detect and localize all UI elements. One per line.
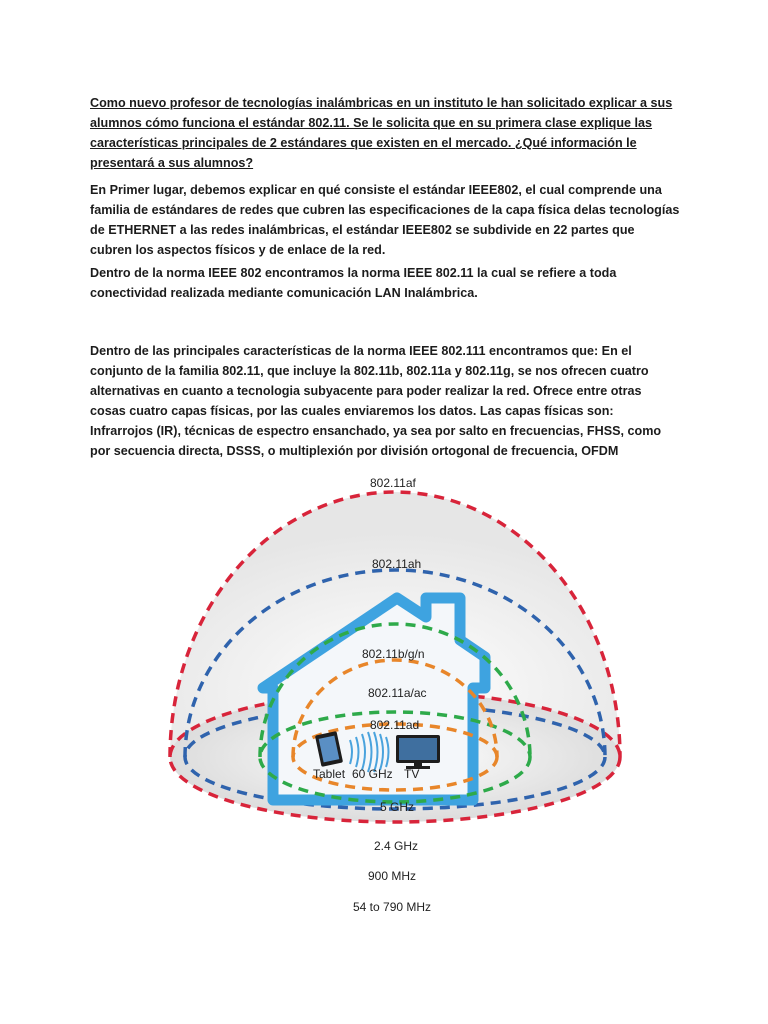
label-tablet: Tablet bbox=[313, 767, 346, 781]
label-802-11ad: 802.11ad bbox=[370, 718, 420, 732]
label-2-4ghz: 2.4 GHz bbox=[374, 839, 419, 853]
label-54-790mhz: 54 to 790 MHz bbox=[353, 900, 432, 914]
label-802-11bgn: 802.11b/g/n bbox=[362, 647, 425, 661]
label-802-11af: 802.11af bbox=[370, 476, 416, 490]
question-paragraph: Como nuevo profesor de tecnologías inalámbricas en un instituto le han solicitado explicar a sus alumnos cómo funciona el estándar 802.11. Se le solicita que en su primera clase explique las características principales de 2 estándares que existen en el mercado. ¿Qué información le presentará a sus alumnos? bbox=[90, 96, 673, 170]
ieee-80211-paragraph: Dentro de la norma IEEE 802 encontramos la norma IEEE 802.11 la cual se refiere a toda conectividad realizada mediante comunicación LAN Inalámbrica. bbox=[90, 266, 617, 300]
label-60ghz: 60 GHz bbox=[352, 767, 393, 781]
intro-paragraph: En Primer lugar, debemos explicar en qué consiste el estándar IEEE802, el cual comprende una familia de estándares de redes que cubren las especificaciones de la capa física delas tecnologías de ETHERNET a las redes inalámbricas, el estándar IEEE802 se subdivide en 22 partes que cubren los aspectos físicos y de enlace de la red. bbox=[90, 183, 680, 257]
characteristics-paragraph: Dentro de las principales características de la norma IEEE 802.111 encontramos que: En el conjunto de la familia 802.11, que incluye la 802.11b, 802.11a y 802.11g, se nos ofrecen cuatro alternativas en cuanto a tecnologia subyacente para poder realizar la red. Ofrece entre otras cosas cuatro capas físicas, por las cuales enviaremos los datos. Las capas físicas son: Infrarrojos (IR), técnicas de espectro ensanchado, ya sea por salto en frecuencias, FHSS, como por secuencia directa, DSSS, o multiplexión por división ortogonal de frecuencia, OFDM bbox=[90, 344, 662, 458]
label-900mhz: 900 MHz bbox=[368, 869, 417, 883]
wifi-standards-diagram bbox=[160, 470, 630, 920]
label-tv: TV bbox=[404, 767, 420, 781]
label-802-11ah: 802.11ah bbox=[372, 557, 422, 571]
label-5ghz: 5 GHz bbox=[380, 800, 415, 814]
label-802-11aac: 802.11a/ac bbox=[368, 686, 427, 700]
